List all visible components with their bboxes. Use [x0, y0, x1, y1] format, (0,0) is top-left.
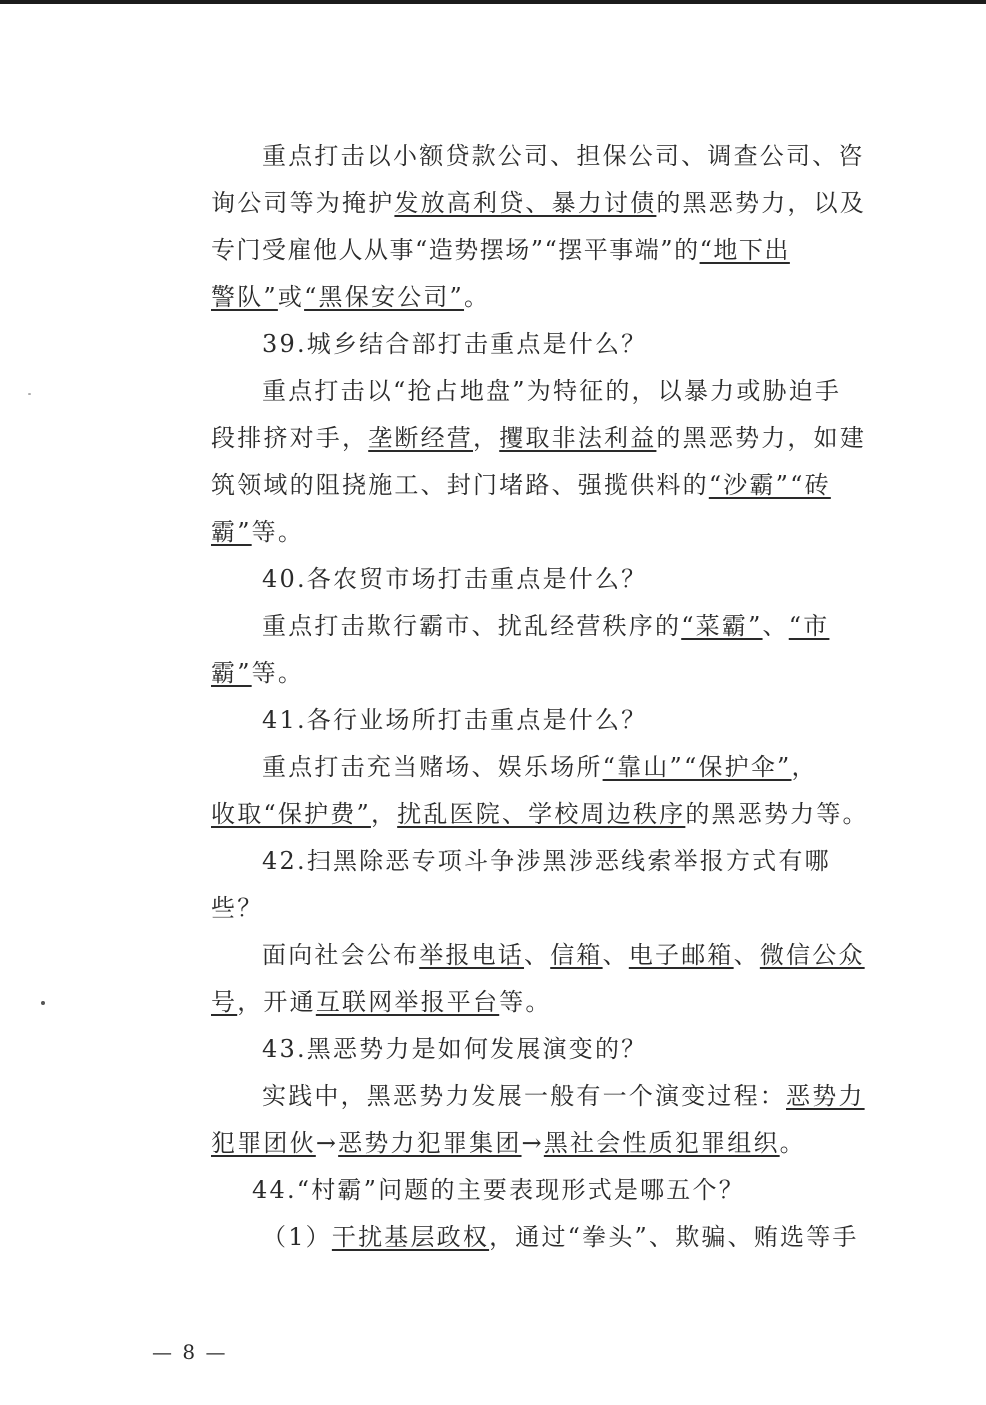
- paragraph-line: [262, 1221, 859, 1253]
- underlined-text: 攫取非法利益: [499, 424, 657, 452]
- text-run: 44.“村霸”问题的主要表现形式是哪五个？: [252, 1176, 745, 1204]
- underlined-text: 犯罪团伙: [211, 1129, 316, 1157]
- text-run: 重点打击充当赌场、娱乐场所: [262, 753, 603, 781]
- underlined-text: 微信公众: [759, 941, 865, 969]
- text-run: 的黑恶势力等。: [685, 800, 869, 828]
- text-run: 。: [464, 283, 491, 311]
- text-run: 段排挤对手，: [211, 424, 369, 452]
- underlined-text: “沙霸”“砖: [708, 471, 831, 499]
- text-run: 的黑恶势力，以及: [656, 189, 867, 217]
- question-heading: [262, 1033, 647, 1065]
- text-run: ，: [791, 753, 818, 781]
- paragraph-line: [262, 375, 841, 407]
- paragraph-line: [211, 1127, 806, 1159]
- underlined-text: 黑社会性质犯罪组织: [543, 1129, 780, 1157]
- question-heading: [262, 328, 647, 360]
- text-run: 。: [779, 1129, 806, 1157]
- paragraph-line: [211, 516, 304, 548]
- underlined-text: 收取“保护费”: [211, 800, 371, 828]
- page-number: — 8 —: [152, 1340, 228, 1364]
- text-run: 重点打击以小额贷款公司、担保公司、调查公司、咨: [262, 142, 865, 170]
- text-run: 42.扫黑除恶专项斗争涉黑涉恶线索举报方式有哪: [262, 847, 831, 875]
- underlined-text: “靠山”“保护伞”: [602, 753, 792, 781]
- text-run: （1）: [262, 1223, 332, 1251]
- text-run: ，通过“拳头”、欺骗、贿选等手: [489, 1223, 859, 1251]
- underlined-text: 霸”: [211, 659, 252, 687]
- underlined-text: “菜霸”: [681, 612, 763, 640]
- paragraph-line: [262, 1080, 865, 1112]
- text-run: 、: [602, 941, 629, 969]
- text-run: 重点打击以“抢占地盘”为特征的，以暴力或胁迫手: [262, 377, 842, 405]
- text-run: ，: [473, 424, 500, 452]
- text-run: 重点打击欺行霸市、扰乱经营秩序的: [262, 612, 682, 640]
- underlined-text: “地下出: [699, 236, 790, 264]
- paragraph-line: [262, 939, 865, 971]
- scan-speck: [41, 1001, 45, 1005]
- text-run: 专门受雇他人从事“造势摆场”“摆平事端”的: [211, 236, 700, 264]
- underlined-text: 霸”: [211, 518, 252, 546]
- question-heading: [252, 1174, 745, 1206]
- paragraph-line: [211, 986, 552, 1018]
- paragraph-line: [211, 234, 790, 266]
- underlined-text: 互联网举报平台: [315, 988, 500, 1016]
- paragraph-line: [211, 187, 866, 219]
- question-heading: [262, 704, 647, 736]
- paragraph-line: [211, 422, 866, 454]
- text-run: 、: [762, 612, 789, 640]
- text-run: 些？: [211, 894, 264, 922]
- underlined-text: 号: [211, 988, 238, 1016]
- underlined-text: 发放高利贷、暴力讨债: [394, 189, 657, 217]
- text-run: ，: [370, 800, 398, 828]
- underlined-text: 电子邮箱: [628, 941, 734, 969]
- paragraph-line: [262, 140, 865, 172]
- text-run: ，开通: [237, 988, 316, 1016]
- underlined-text: 警队”: [211, 283, 278, 311]
- text-run: 、: [524, 941, 551, 969]
- text-run: 实践中，黑恶势力发展一般有一个演变过程：: [262, 1082, 786, 1110]
- underlined-text: 举报电话: [419, 941, 525, 969]
- arrow-glyph: →: [315, 1129, 339, 1157]
- underlined-text: 干扰基层政权: [331, 1223, 490, 1251]
- text-run: 40.各农贸市场打击重点是什么？: [262, 565, 648, 593]
- text-run: 筑领域的阻挠施工、封门堵路、强揽供料的: [211, 471, 709, 499]
- underlined-text: 恶势力犯罪集团: [338, 1129, 522, 1157]
- text-run: 询公司等为掩护: [211, 189, 395, 217]
- text-run: 39.城乡结合部打击重点是什么？: [262, 330, 648, 358]
- paragraph-line: [211, 657, 304, 689]
- underlined-text: “黑保安公司”: [304, 283, 465, 311]
- paragraph-line: [211, 469, 831, 501]
- underlined-text: “市: [788, 612, 830, 640]
- question-heading: [211, 892, 263, 924]
- text-run: 、: [733, 941, 760, 969]
- text-run: 41.各行业场所打击重点是什么？: [262, 706, 648, 734]
- paragraph-line: [211, 798, 869, 830]
- question-heading: [262, 845, 831, 877]
- underlined-text: 信箱: [550, 941, 603, 969]
- underlined-text: 恶势力: [786, 1082, 865, 1110]
- underlined-text: 垄断经营: [368, 424, 474, 452]
- underlined-text: 扰乱医院、学校周边秩序: [397, 800, 686, 828]
- paragraph-line: [262, 751, 818, 783]
- paragraph-line: [211, 281, 490, 313]
- text-run: 或: [277, 283, 305, 311]
- text-run: 43.黑恶势力是如何发展演变的？: [262, 1035, 648, 1063]
- question-heading: [262, 563, 647, 595]
- scan-speck: [28, 393, 31, 395]
- paragraph-line: [262, 610, 829, 642]
- text-run: 等。: [251, 659, 305, 687]
- text-run: 等。: [251, 518, 305, 546]
- text-run: 等。: [499, 988, 552, 1016]
- text-run: 的黑恶势力，如建: [656, 424, 867, 452]
- text-run: 面向社会公布: [262, 941, 420, 969]
- arrow-glyph: →: [521, 1129, 544, 1157]
